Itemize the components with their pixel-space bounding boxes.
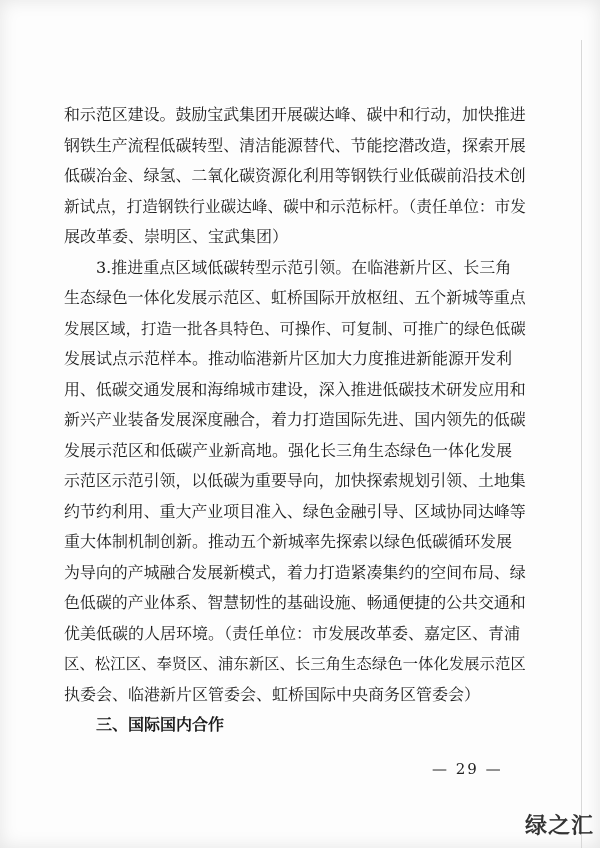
text-line: 用、低碳交通发展和海绵城市建设，深入推进低碳技术研发应用和 <box>64 379 526 399</box>
text-line: 新试点，打造钢铁行业碳达峰、碳中和示范标杆。（责任单位：市发 <box>64 196 526 216</box>
page-edge-line <box>581 40 582 848</box>
text-line: 生态绿色一体化发展示范区、虹桥国际开放枢纽、五个新城等重点 <box>64 288 526 307</box>
watermark-logo: 绿之汇 <box>524 814 594 839</box>
paragraph-2 <box>64 253 526 711</box>
text-line: 新兴产业装备发展深度融合，着力打造国际先进、国内领先的低碳 <box>64 410 526 429</box>
text-line: 执委会、临港新片区管委会、虹桥国际中央商务区管委会） <box>64 684 481 704</box>
text-line: 发展区域，打造一批各具特色、可操作、可复制、可推广的绿色低碳 <box>64 319 526 338</box>
text-line: 优美低碳的人居环境。（责任单位：市发展改革委、嘉定区、青浦 <box>64 623 521 643</box>
text-line: 约节约利用、重大产业项目准入、绿色金融引导、区域协同达峰等 <box>64 501 526 521</box>
text-line: 发展试点示范样本。推动临港新片区加大力度推进新能源开发利 <box>64 349 513 368</box>
text-line: 为导向的产城融合发展新模式，着力打造紧凑集约的空间布局、绿 <box>64 562 526 582</box>
text-line: 3.推进重点区域低碳转型示范引领。在临港新片区、长三角 <box>64 257 512 277</box>
paragraph-1 <box>64 100 526 253</box>
text-line: 展改革委、崇明区、宝武集团） <box>64 227 289 246</box>
page-number: — 29 — <box>432 760 503 778</box>
document-body <box>64 100 526 741</box>
text-line: 色低碳的产业体系、智慧韧性的基础设施、畅通便捷的公共交通和 <box>64 593 526 612</box>
section-heading: 三、国际国内合作 <box>64 715 225 734</box>
text-line: 钢铁生产流程低碳转型、清洁能源替代、节能挖潜改造，探索开展 <box>64 135 526 155</box>
text-line: 发展示范区和低碳产业新高地。强化长三角生态绿色一体化发展 <box>64 440 513 460</box>
text-line: 低碳冶金、绿氢、二氧化碳资源化利用等钢铁行业低碳前沿技术创 <box>64 166 526 185</box>
text-line: 区、松江区、奉贤区、浦东新区、长三角生态绿色一体化发展示范区 <box>64 655 526 673</box>
text-line: 示范区示范引领，以低碳为重要导向，加快探索规划引领、土地集 <box>64 471 526 490</box>
text-line: 和示范区建设。鼓励宝武集团开展碳达峰、碳中和行动，加快推进 <box>64 105 526 124</box>
text-line: 重大体制机制创新。推动五个新城率先探索以绿色低碳循环发展 <box>64 532 513 551</box>
